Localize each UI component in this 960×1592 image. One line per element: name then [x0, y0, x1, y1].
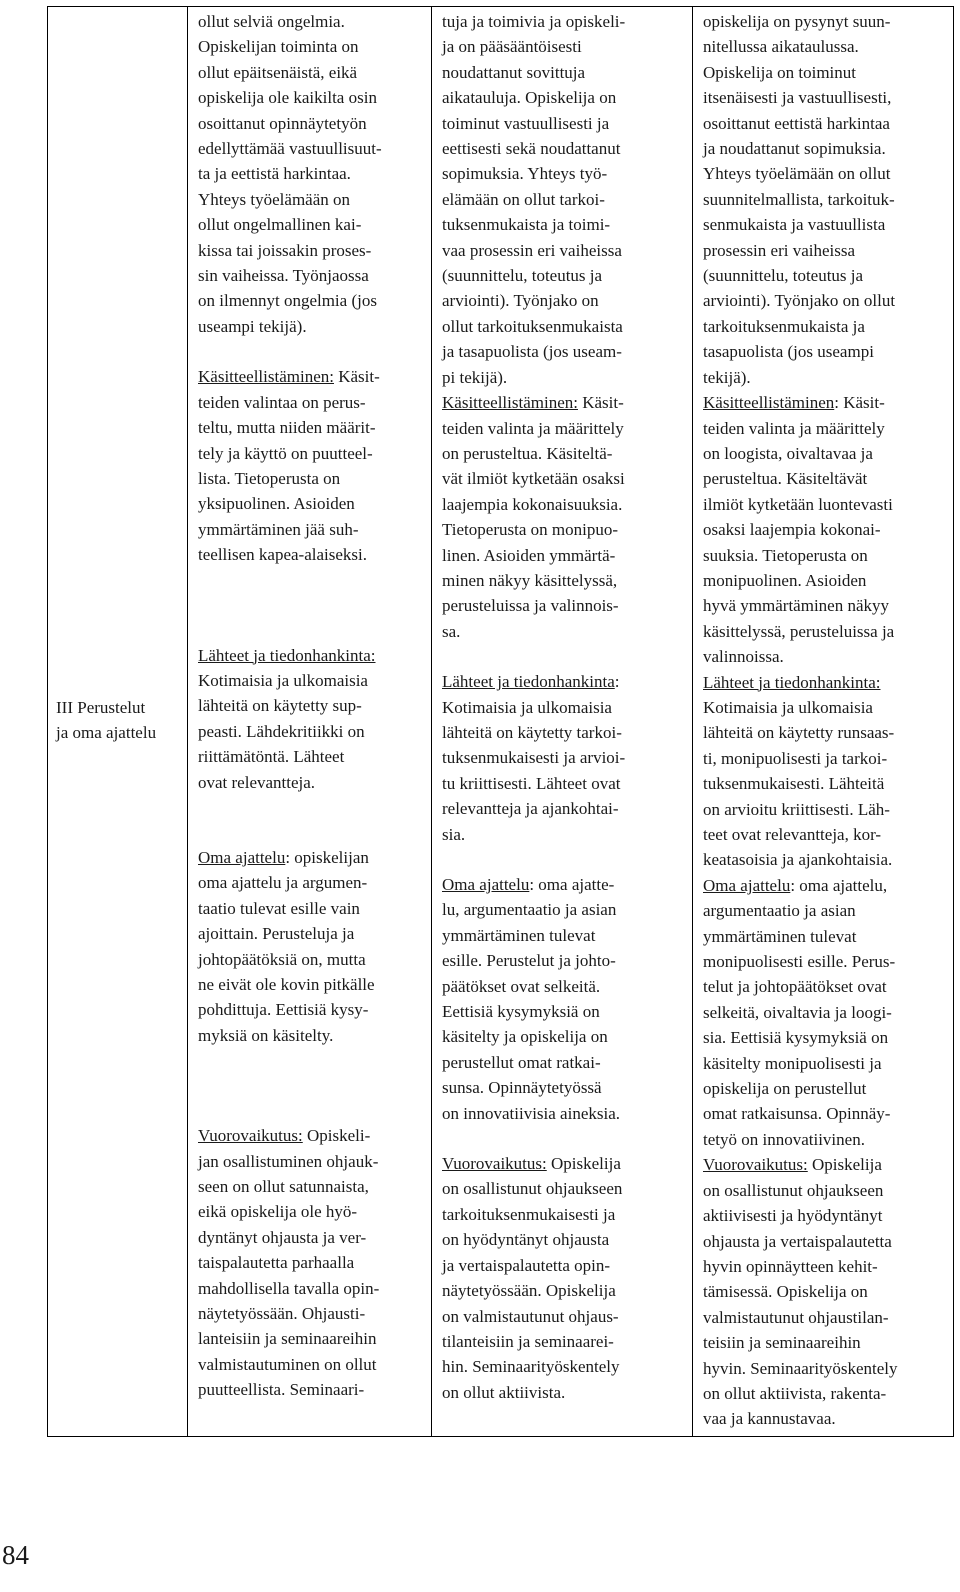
cell-intro-text: opiskelija on pysynyt suun- nitellussa aikataulussa. Opiskelija on toiminut itsenäisesti ja vastuullisesti, osoittanut eettistä harkintaa ja noudattanut sopimuksia. Yhteys työelämään on ollut suunnitelmallista, tarkoituk- senmukaista ja vastuullista prosessin eri vaiheissa (suunnittelu, toteutus ja arviointi). Työnjako on ollut tarkoituksenmukaista ja tasapuolista (jos useampi tekijä).: [703, 12, 896, 387]
section-heading: Vuorovaikutus:: [198, 1126, 303, 1146]
section-text: Käsit- teiden valintaa on perus- teltu, mutta niiden määrit- tely ja käyttö on puutteel- lista. Tietoperusta on yksipuolinen. Asioiden ymmärtäminen jää suh- teellisen kapea-alaiseksi.: [198, 367, 380, 565]
section-text: Käsit- teiden valinta ja määrittely on perusteltua. Käsiteltä- vät ilmiöt kytketään osaksi laajempia kokonaisuuksia. Tietoperusta on monipuo- linen. Asioiden ymmärtä- minen näkyy käsittelyssä, perusteluissa ja valinnois- sa.: [442, 393, 625, 641]
section-conceptualization: [442, 390, 686, 644]
section-heading: Lähteet ja tiedonhankinta:: [198, 645, 376, 665]
section-heading: Käsitteellistäminen: [703, 393, 835, 413]
section-text: Opiskelija on osallistunut ohjaukseen aktiivisesti ja hyödyntänyt ohjausta ja vertaispalautetta hyvin opinnäytteen kehit- tämisessä. Opiskelija on valmistautunut ohjaustilan- teisiin ja seminaareihin hyvin. Seminaarityöskentely on ollut aktiivista, rakenta- vaa ja kannustavaa.: [703, 1155, 898, 1429]
section-text: : oma ajattelu, argumentaatio ja asian ymmärtäminen tulevat monipuolisesti esille. Perus- telut ja johtopäätökset ovat selkeitä, oivaltavia ja loogi- sia. Eettisiä kysymyksiä on käsitelty monipuolisesti ja opiskelija on perustellut omat ratkaisunsa. Opinnäy- tetyö on innovatiivinen.: [703, 875, 896, 1149]
section-sources: [703, 670, 947, 873]
section-conceptualization: [198, 364, 425, 567]
section-interaction: [442, 1151, 686, 1405]
section-text: : Kotimaisia ja ulkomaisia lähteitä on käytetty tarkoi- tuksenmukaisesti ja arvioi- tu kriittisesti. Lähteet ovat relevantteja ja ajankohtai- sia.: [442, 672, 626, 844]
section-interaction: [198, 1123, 425, 1402]
assessment-table: [47, 6, 954, 1437]
section-own-thinking: [442, 872, 686, 1126]
section-text: Kotimaisia ja ulkomaisia lähteitä on käytetty runsaas- ti, monipuolisesti ja tarkoi- tuksenmukaisesti. Lähteitä on arvioitu kriittisesti. Läh- teet ovat relevantteja, kor- keatasoisia ja ajankohtaisia.: [703, 697, 895, 870]
section-interaction: [703, 1152, 947, 1431]
section-text: Opiskelija on osallistunut ohjaukseen tarkoituksenmukaisesti ja on hyödyntänyt ohjausta ja vertaispalautetta opin- näytetyössään. Opiskelija on valmistautunut ohjaus- tilanteisiin ja seminaarei- hin. Seminaarityöskentely on ollut aktiivista.: [442, 1154, 623, 1402]
row-label-cell: [48, 7, 188, 1437]
section-own-thinking: [198, 845, 425, 1048]
section-conceptualization: [703, 390, 947, 669]
criteria-cell-1: [188, 7, 432, 1437]
section-heading: Lähteet ja tiedonhankinta:: [703, 672, 881, 692]
section-text: : oma ajatte- lu, argumentaatio ja asian ymmärtäminen tulevat esille. Perustelut ja johto- päätökset ovat selkeitä. Eettisiä kysymyksiä on käsitelty ja opiskelija on perustellut omat ratkai- sunsa. Opinnäytetyössä on innovatiivisia aineksia.: [442, 875, 620, 1123]
criteria-cell-2: [432, 7, 693, 1437]
section-text: : opiskelijan oma ajattelu ja argumen- taatio tulevat esille vain ajoittain. Perusteluja ja johtopäätöksiä on, mutta ne eivät ole kovin pitkälle pohdittuja. Eettisiä kysy- myksiä on käsitelty.: [198, 847, 375, 1045]
section-sources: [442, 669, 686, 847]
section-heading: Lähteet ja tiedonhankinta: [442, 672, 615, 692]
section-heading: Oma ajattelu: [703, 875, 791, 895]
row-label: III Perustelut ja oma ajattelu: [56, 697, 157, 743]
section-own-thinking: [703, 873, 947, 1152]
section-text: Kotimaisia ja ulkomaisia lähteitä on käytetty sup- peasti. Lähdekritiikki on riittämätöntä. Lähteet ovat relevantteja.: [198, 670, 368, 792]
section-heading: Vuorovaikutus:: [703, 1155, 808, 1175]
cell-intro-text: ollut selviä ongelmia. Opiskelijan toiminta on ollut epäitsenäistä, eikä opiskelija ole kaikilta osin osoittanut opinnäytetyön edellyttämää vastuullisuut- ta ja eettistä harkintaa. Yhteys työelämään on ollut ongelmallinen kai- kissa tai joissakin proses- sin vaiheissa. Työnjaossa on ilmennyt ongelmia (jos useampi tekijä).: [198, 12, 382, 336]
table-row: [48, 7, 954, 1437]
section-text: : Käsit- teiden valinta ja määrittely on loogista, oivaltavaa ja perusteltua. Käsiteltävät ilmiöt kytketään luontevasti osaksi laajempia kokonai- suuksia. Tietoperusta on monipuolinen. Asioiden hyvä ymmärtäminen näkyy käsittelyssä, perusteluissa ja valinnoissa.: [703, 393, 895, 667]
page-number: 84: [2, 1540, 29, 1570]
cell-intro-text: tuja ja toimivia ja opiskeli- ja on pääsääntöisesti noudattanut sovittuja aikatauluja. Opiskelija on toiminut vastuullisesti ja eettisesti sekä noudattanut sopimuksia. Yhteys työ- elämään on ollut tarkoi- tuksenmukaista ja toimi- vaa prosessin eri vaiheissa (suunnittelu, toteutus ja arviointi). Työnjako on ollut tarkoituksenmukaista ja tasapuolista (jos useam- pi tekijä).: [442, 12, 626, 387]
section-heading: Oma ajattelu: [198, 847, 286, 867]
section-heading: Oma ajattelu: [442, 875, 530, 894]
section-heading: Vuorovaikutus:: [442, 1154, 547, 1174]
section-heading: Käsitteellistäminen:: [442, 393, 578, 413]
criteria-cell-3: [693, 7, 954, 1437]
section-heading: Käsitteellistäminen:: [198, 367, 334, 387]
section-sources: [198, 643, 425, 795]
section-text: Opiskeli- jan osallistuminen ohjauk- seen on ollut satunnaista, eikä opiskelija ole hyö- dyntänyt ohjausta ja ver- taispalautetta parhaalla mahdollisella tavalla opin- näytetyössään. Ohjausti- lanteisiin ja seminaareihin valmistautuminen on ollut puutteellista. Seminaari-: [198, 1126, 380, 1400]
